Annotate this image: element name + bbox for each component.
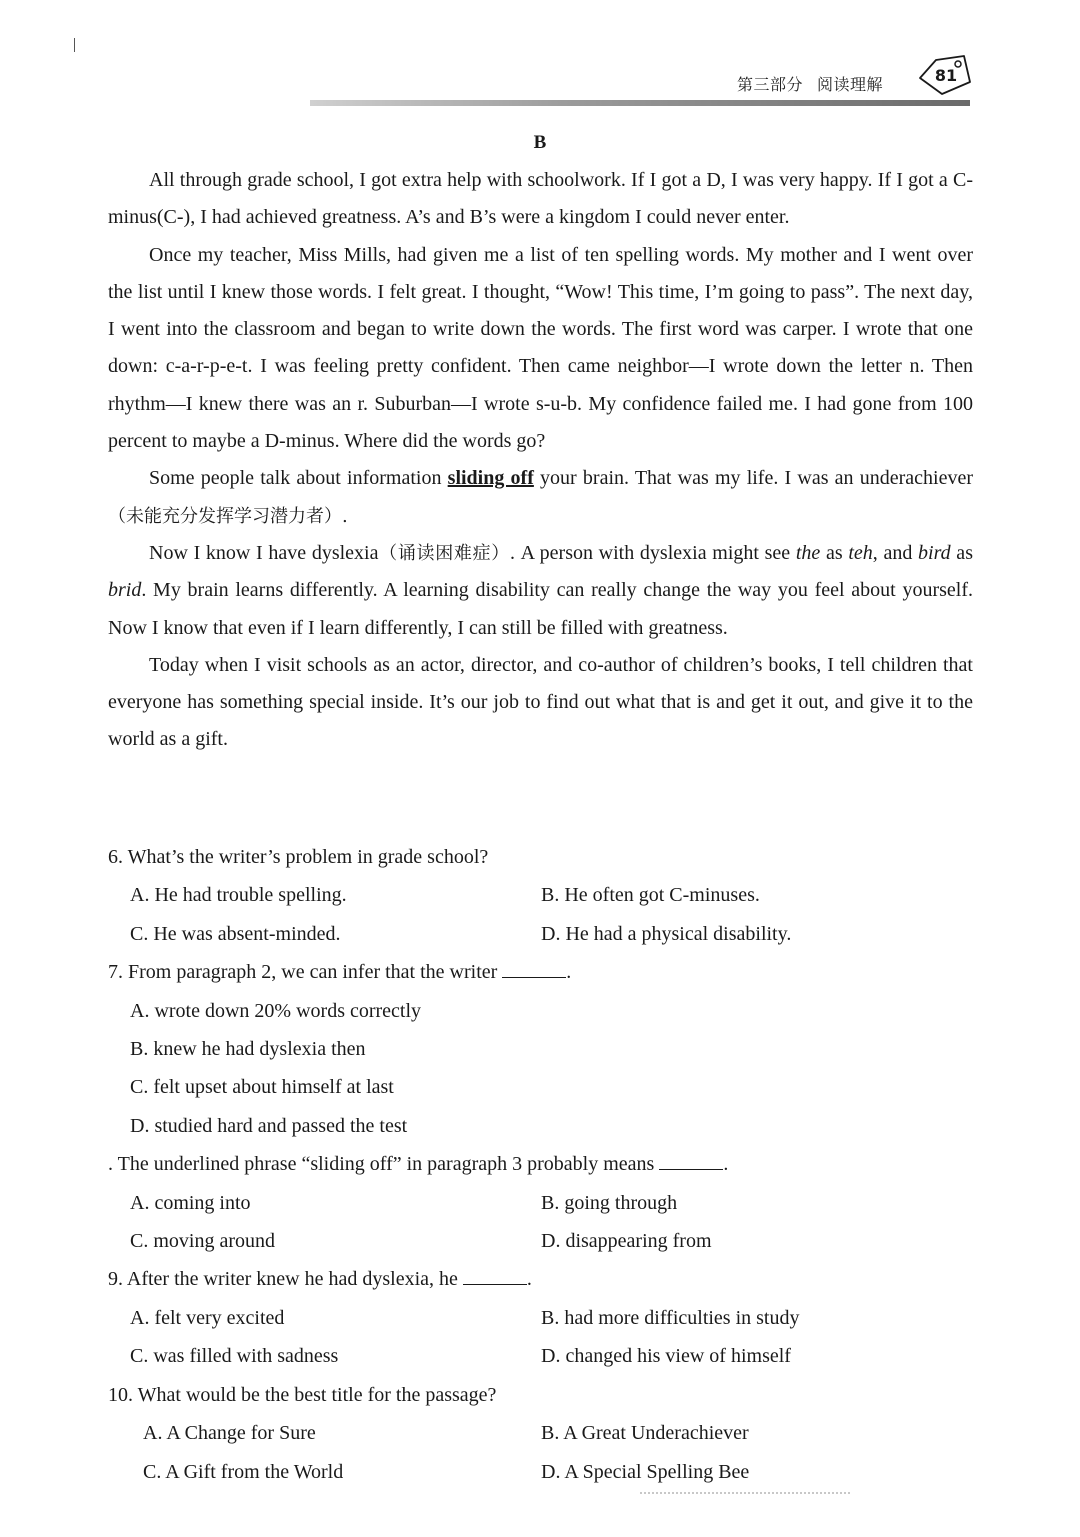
question-7 xyxy=(108,953,973,1145)
header-part: 第三部分 xyxy=(737,75,804,94)
question-stem: 6. What’s the writer’s problem in grade school? xyxy=(108,846,489,868)
page-number: 81 xyxy=(934,66,958,85)
option-d: D. disappearing from xyxy=(541,1230,712,1253)
question-stem: 10. What would be the best title for the passage? xyxy=(108,1383,497,1406)
option-b: B. He often got C-minuses. xyxy=(541,884,760,907)
header-rule xyxy=(310,100,970,106)
italic-teh: teh xyxy=(848,541,873,564)
question-6 xyxy=(108,838,973,953)
option-a: A. felt very excited xyxy=(130,1306,285,1329)
p4-text-5: as xyxy=(950,541,973,564)
p3-chinese-gloss: （未能充分发挥学习潜力者）. xyxy=(108,505,348,527)
question-stem: 7. From paragraph 2, we can infer that the writer . xyxy=(108,961,572,984)
passage-body xyxy=(108,162,973,759)
running-header xyxy=(737,72,883,95)
question-8 xyxy=(108,1145,973,1260)
paragraph-3 xyxy=(108,460,973,535)
option-d: D. He had a physical disability. xyxy=(541,922,792,945)
option-c: C. moving around xyxy=(130,1230,275,1253)
question-stem-text: . The underlined phrase “sliding off” in paragraph 3 probably means xyxy=(108,1153,655,1176)
p4-text-1: Now I know I have dyslexia xyxy=(149,541,379,564)
answer-blank xyxy=(463,1266,527,1285)
p4-text-4: , and xyxy=(872,541,919,564)
option-b: B. knew he had dyslexia then xyxy=(130,1038,366,1061)
paragraph-2: Once my teacher, Miss Mills, had given me a list of ten spelling words. My mother and I went over the list until I knew those words. I felt great. I thought, “Wow! This time, I’m going to pass”. The next day, I went into the classroom and began to write down the words. The first word was carper. I wrote that one down: c-a-r-p-e-t. I was feeling pretty confident. Then came neighbor—I wrote down the letter n. Then rhythm—I knew there was an r. Suburban—I wrote s-u-b. My confidence failed me. I had gone from 100 percent to maybe a D-minus. Where did the words go? xyxy=(108,243,973,453)
option-c: C. felt upset about himself at last xyxy=(130,1076,394,1099)
footer-artifact xyxy=(640,1492,850,1496)
p4-text-2: . A person with dyslexia might see xyxy=(509,541,796,564)
underlined-phrase: sliding off xyxy=(447,467,534,490)
option-c: C. was filled with sadness xyxy=(130,1345,339,1368)
option-d: D. studied hard and passed the test xyxy=(130,1114,408,1137)
option-a: A. wrote down 20% words correctly xyxy=(130,999,422,1022)
question-stem-text: 9. After the writer knew he had dyslexia, he xyxy=(108,1268,458,1291)
question-list xyxy=(108,838,973,1491)
option-b: B. A Great Underachiever xyxy=(541,1422,749,1445)
paragraph-5: Today when I visit schools as an actor, director, and co-author of children’s books, I tell children that everyone has something special inside. It’s our job to find out what that is and get it out, and give it to the world as a gift. xyxy=(108,653,973,751)
option-c: C. He was absent-minded. xyxy=(130,922,341,945)
option-a: A. He had trouble spelling. xyxy=(130,884,347,907)
italic-the: the xyxy=(795,541,821,564)
answer-blank xyxy=(502,959,566,978)
question-9 xyxy=(108,1260,973,1375)
p4-chinese-gloss: （诵读困难症） xyxy=(378,542,510,564)
question-stem: 9. After the writer knew he had dyslexia, he . xyxy=(108,1268,532,1291)
paragraph-1: All through grade school, I got extra help with schoolwork. If I got a D, I was very happy. If I got a C-minus(C-), I had achieved greatness. A’s and B’s were a kingdom I could never enter. xyxy=(108,169,973,229)
option-c: C. A Gift from the World xyxy=(143,1460,344,1483)
header-section: 阅读理解 xyxy=(817,75,884,94)
p3-text-1: Some people talk about information xyxy=(149,467,448,490)
option-a: A. A Change for Sure xyxy=(143,1422,316,1445)
italic-brid: brid xyxy=(108,579,142,602)
italic-bird: bird xyxy=(918,541,951,564)
option-b: B. had more difficulties in study xyxy=(541,1306,800,1329)
option-d: D. changed his view of himself xyxy=(541,1345,791,1368)
paragraph-4 xyxy=(108,535,973,647)
option-a: A. coming into xyxy=(130,1191,251,1214)
answer-blank xyxy=(659,1151,723,1170)
question-stem-text: 7. From paragraph 2, we can infer that the writer xyxy=(108,961,498,984)
p3-text-2: your brain. That was my life. I was an underachiever xyxy=(533,467,973,490)
option-b: B. going through xyxy=(541,1191,678,1214)
p4-text-3: as xyxy=(820,541,849,564)
question-10 xyxy=(108,1376,973,1491)
p4-text-6: . My brain learns differently. A learning disability can really change the way you feel about yourself. Now I know that even if I learn differently, I can still be filled with greatness. xyxy=(108,579,973,639)
question-stem: . The underlined phrase “sliding off” in paragraph 3 probably means . xyxy=(108,1153,729,1176)
page-number-tag xyxy=(914,52,974,98)
scan-mark xyxy=(74,38,75,52)
option-d: D. A Special Spelling Bee xyxy=(541,1460,750,1483)
passage-title: B xyxy=(533,132,547,153)
